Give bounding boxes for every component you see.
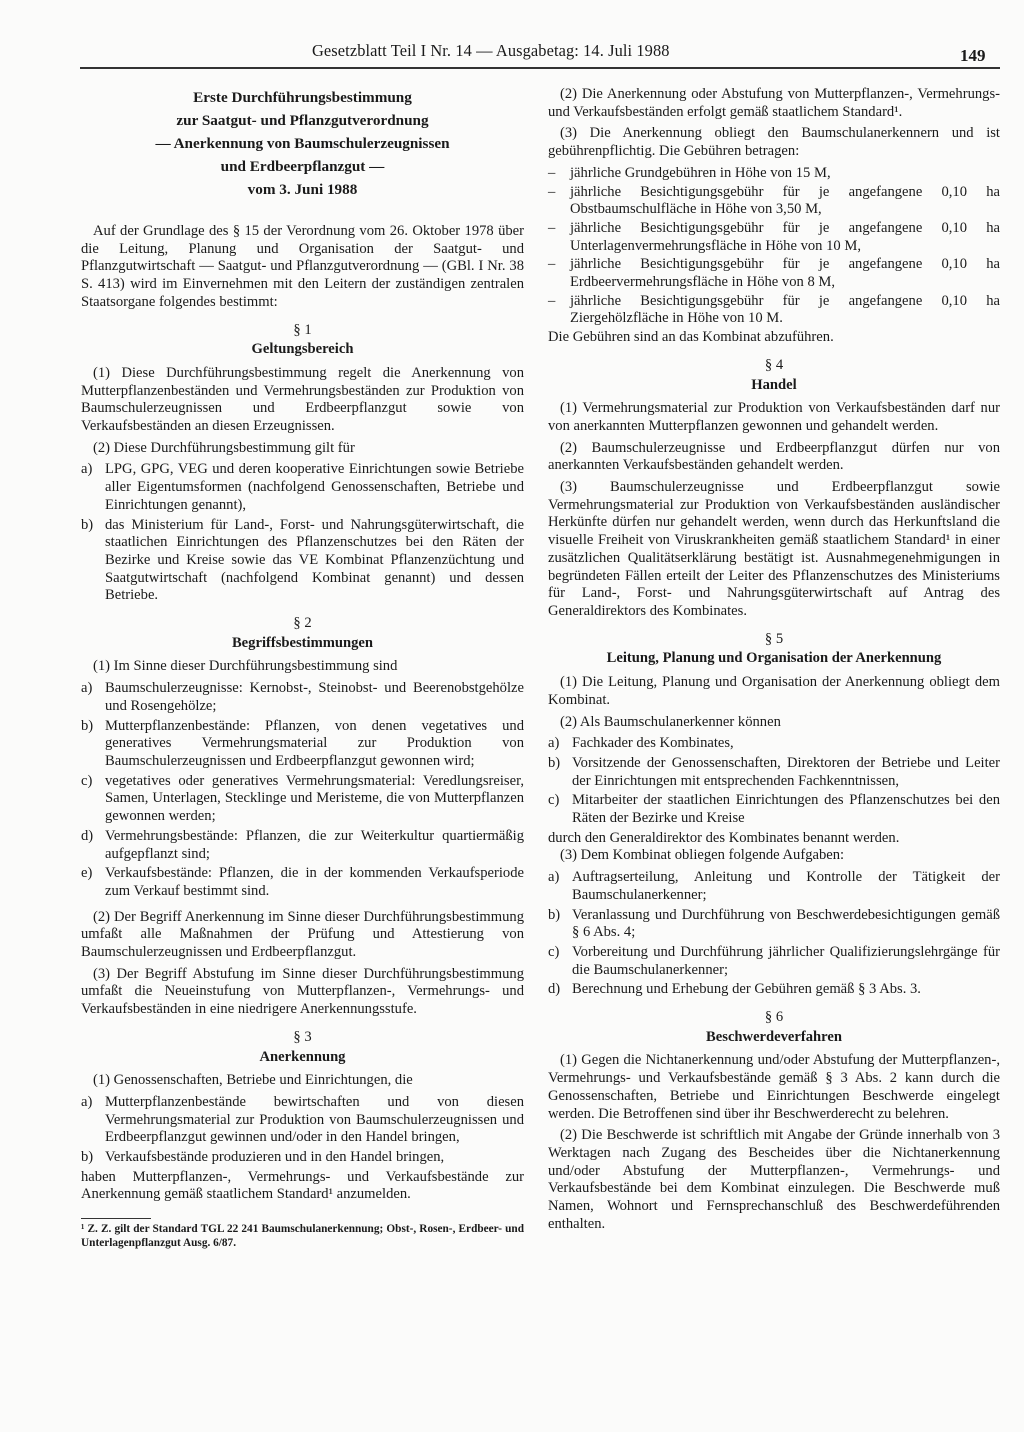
dash-marker: – <box>548 164 556 181</box>
item-text: Veranlassung und Durchführung von Beschwerdebesichtigungen gemäß § 6 Abs. 4; <box>572 906 1000 941</box>
fee-item <box>548 184 1000 219</box>
item-label: a) <box>548 735 560 752</box>
dash-marker: – <box>548 256 556 273</box>
item-label: a) <box>81 461 93 478</box>
item-text: Vermehrungsbestände: Pflanzen, die zur Weiterkultur quartiermäßig aufgepflanzt sind; <box>105 827 524 862</box>
paragraph: (1) Genossenschaften, Betriebe und Einrichtungen, die <box>93 1072 413 1089</box>
footnote: ¹ Z. Z. gilt der Standard TGL 22 241 Baumschulanerkennung; Obst-, Rosen-, Erdbeer- und Unterlagenpflanzgut Ausg. 6/87. <box>81 1223 524 1249</box>
section-number: § 4 <box>764 356 784 373</box>
paragraph: (2) Als Baumschulanerkenner können <box>560 713 781 730</box>
paragraph: (1) Vermehrungsmaterial zur Produktion von Verkaufsbeständen darf nur von anerkannten Mutterpflanzen gewonnen und gehandelt werden. <box>548 400 1000 434</box>
title-line: zur Saatgut- und Pflanzgutverordnung <box>176 112 429 129</box>
title-line: und Erdbeerpflanzgut — <box>220 158 385 175</box>
fee-item <box>548 256 1000 291</box>
item-label: d) <box>548 981 561 998</box>
list-item <box>81 680 524 715</box>
title-date: vom 3. Juni 1988 <box>247 181 358 198</box>
right-column <box>548 86 1000 1237</box>
item-text: LPG, GPG, VEG und deren kooperative Einrichtungen sowie Betriebe aller Eigentumsformen (nachfolgend Genossenschaften, Betriebe und Einrichtungen genannt), <box>105 461 524 513</box>
list-item <box>81 865 524 900</box>
item-text: Verkaufsbestände produzieren und in den Handel bringen, <box>105 1149 445 1166</box>
item-label: c) <box>548 792 560 809</box>
list-item <box>81 1094 524 1147</box>
list-item <box>81 1149 524 1167</box>
item-text: Mutterpflanzenbestände bewirtschaften und von diesen Vermehrungsmaterial zur Produktion von Baumschulerzeugnissen und Erdbeerpflanzgut gewinnen und/oder in den Handel bringen, <box>105 1093 524 1146</box>
section-number: § 5 <box>764 630 784 647</box>
section-number: § 1 <box>293 321 312 338</box>
title-line: — Anerkennung von Baumschulerzeugnissen <box>155 135 450 152</box>
item-label: c) <box>81 772 93 789</box>
list-item <box>548 869 1000 904</box>
list-item <box>548 981 1000 999</box>
section-title: Beschwerdeverfahren <box>706 1028 842 1045</box>
item-label: a) <box>81 680 93 697</box>
fee-item <box>548 220 1000 255</box>
paragraph: (2) Die Anerkennung oder Abstufung von Mutterpflanzen-, Vermehrungs- und Verkaufsbeständen erfolgt gemäß staatlichem Standard¹. <box>548 86 1000 120</box>
fee-text: jährliche Grundgebühren in Höhe von 15 M, <box>570 164 831 181</box>
list-item <box>81 718 524 771</box>
item-label: b) <box>548 754 561 771</box>
list-item <box>548 735 1000 753</box>
section-number: § 6 <box>764 1009 784 1026</box>
list-item <box>548 792 1000 827</box>
fee-item <box>548 165 1000 183</box>
list-item <box>548 907 1000 942</box>
paragraph: (1) Im Sinne dieser Durchführungsbestimmung sind <box>93 658 398 675</box>
item-text: Mitarbeiter der staatlichen Einrichtungen des Pflanzenschutzes bei den Räten der Bezirke und Kreise <box>572 792 1000 827</box>
item-label: b) <box>81 1149 94 1166</box>
item-text: Verkaufsbestände: Pflanzen, die in der kommenden Verkaufsperiode zum Verkauf bestimmt sind. <box>105 865 524 899</box>
item-label: b) <box>81 516 94 533</box>
fee-text: jährliche Besichtigungsgebühr für je angefangene 0,10 ha Erdbeervermehrungsfläche in Höhe von 8 M, <box>570 256 1000 291</box>
item-text: Vorsitzende der Genossenschaften, Direktoren der Betriebe und Leiter der Einrichtungen mit entsprechenden Fachkenntnissen, <box>572 754 1000 789</box>
header-rule <box>80 67 1000 69</box>
dash-marker: – <box>548 292 556 309</box>
paragraph: (2) Diese Durchführungsbestimmung gilt für <box>93 439 355 456</box>
list-item <box>548 944 1000 979</box>
dash-marker: – <box>548 219 556 236</box>
paragraph: (3) Dem Kombinat obliegen folgende Aufgaben: <box>560 847 845 864</box>
left-column <box>81 86 524 1250</box>
item-text: Auftragserteilung, Anleitung und Kontrolle der Tätigkeit der Baumschulanerkenner; <box>572 869 1000 903</box>
list-item <box>81 828 524 863</box>
item-text: Fachkader des Kombinates, <box>572 735 734 752</box>
paragraph: (2) Die Beschwerde ist schriftlich mit Angabe der Gründe innerhalb von 3 Werktagen nach Zugang des Bescheides über die Nichtanerkennung und/oder Abstufung der Mutterpflanzen-, Vermehrungs- und Verkaufsbestände bei dem Kombinat einzulegen. Die Beschwerde muß Namen, Wohnort und Fernsprechanschluß des Beschwerdeführenden enthalten. <box>548 1127 1000 1232</box>
item-label: e) <box>81 865 93 882</box>
paragraph: durch den Generaldirektor des Kombinates benannt werden. <box>548 829 900 846</box>
list-item <box>81 773 524 826</box>
paragraph: (1) Die Leitung, Planung und Organisation der Anerkennung obliegt dem Kombinat. <box>548 674 1000 708</box>
paragraph: (2) Baumschulerzeugnisse und Erdbeerpflanzgut dürfen nur von anerkannten Verkaufsbeständen gehandelt werden. <box>548 439 1000 474</box>
fee-item <box>548 293 1000 328</box>
item-text: das Ministerium für Land-, Forst- und Nahrungsgüterwirtschaft, die staatlichen Einrichtungen des Pflanzenschutzes bei den Räten der Bezirke und Kreise sowie das VE Kombinat Pflanzenzüchtung und Saatgutwirtschaft (nachfolgend Kombinat genannt) und dessen Betriebe. <box>105 516 524 604</box>
item-text: Mutterpflanzenbestände: Pflanzen, von denen vegetatives und generatives Vermehrungsmaterial zur Produktion von Baumschulerzeugnissen und Erdbeerpflanzgut gewonnen wird; <box>105 717 524 769</box>
list-item <box>81 461 524 514</box>
section-title: Leitung, Planung und Organisation der Anerkennung <box>606 650 942 667</box>
section-number: § 2 <box>293 615 312 632</box>
item-label: b) <box>81 717 94 734</box>
item-text: vegetatives oder generatives Vermehrungsmaterial: Veredlungsreiser, Samen, Unterlagen, Stecklinge und Meristeme, die von Mutterpflanzen gewonnen werden; <box>105 772 524 825</box>
paragraph: (1) Diese Durchführungsbestimmung regelt die Anerkennung von Mutterpflanzenbeständen und Vermehrungsbeständen zur Produktion von Baumschulerzeugnissen und Erdbeerpflanzgut sowie von Verkaufsbeständen an diesen Erzeugnissen. <box>81 364 524 435</box>
footnote-rule <box>81 1218 151 1219</box>
item-text: Berechnung und Erhebung der Gebühren gemäß § 3 Abs. 3. <box>572 981 921 998</box>
fee-text: jährliche Besichtigungsgebühr für je angefangene 0,10 ha Ziergehölzfläche in Höhe von 10 M. <box>570 292 1000 327</box>
item-label: d) <box>81 827 94 844</box>
section-title: Geltungsbereich <box>251 341 354 358</box>
title-line: Erste Durchführungsbestimmung <box>193 89 412 106</box>
paragraph: (1) Gegen die Nichtanerkennung und/oder Abstufung der Mutterpflanzen-, Vermehrungs- und Verkaufsbestände gemäß § 3 Abs. 2 kann durch die Genossenschaften, Betriebe und Einrichtungen Beschwerde eingelegt werden. Die Betroffenen sind über ihr Beschwerderecht zu belehren. <box>548 1052 1000 1122</box>
running-header: Gesetzblatt Teil I Nr. 14 — Ausgabetag: 14. Juli 1988 <box>312 41 670 60</box>
preamble: Auf der Grundlage des § 15 der Verordnung vom 26. Oktober 1978 über die Leitung, Planung und Organisation der Saatgut- und Pflanzgutwirtschaft — Saatgut- und Pflanzgutverordnung — (GBl. I Nr. 38 S. 413) wird im Einvernehmen mit den Leitern der zuständigen zentralen Staatsorgane folgendes bestimmt: <box>81 223 524 310</box>
item-text: Vorbereitung und Durchführung jährlicher Qualifizierungslehrgänge für die Baumschulanerkenner; <box>572 943 1000 978</box>
page-number: 149 <box>960 46 986 65</box>
fee-text: jährliche Besichtigungsgebühr für je angefangene 0,10 ha Unterlagenvermehrungsfläche in Höhe von 10 M, <box>570 219 1000 254</box>
section-title: Handel <box>751 376 797 393</box>
document-title <box>81 86 524 201</box>
list-item <box>548 755 1000 790</box>
paragraph: (3) Die Anerkennung obliegt den Baumschulanerkennern und ist gebührenpflichtig. Die Gebühren betragen: <box>548 125 1000 160</box>
paragraph: (2) Der Begriff Anerkennung im Sinne dieser Durchführungsbestimmung umfaßt alle Maßnahmen der Prüfung und Attestierung von Baumschulerzeugnissen und Erdbeerpflanzgut. <box>81 908 524 961</box>
item-label: b) <box>548 906 561 923</box>
fee-text: jährliche Besichtigungsgebühr für je angefangene 0,10 ha Obstbaumschulfläche in Höhe von 3,50 M, <box>570 183 1000 218</box>
paragraph: (3) Der Begriff Abstufung im Sinne dieser Durchführungsbestimmung umfaßt die Neueinstufung von Mutterpflanzen-, Vermehrungs- und Verkaufsbeständen in eine niedrigere Anerkennungsstufe. <box>81 965 524 1018</box>
paragraph: (3) Baumschulerzeugnisse und Erdbeerpflanzgut sowie Vermehrungsmaterial zur Produktion von Verkaufsbeständen ausländischer Herkünfte dürfen nur gehandelt werden, wenn durch das Herkunftsland die visuelle Freiheit von Viruskrankheiten gemäß staatlichem Standard¹ in einer zusätzlichen Qualitätserklärung bestätigt ist. Ausnahmegenehmigungen in begründeten Fällen erteilt der Leiter des Pflanzenschutzes des Ministeriums für Land-, Forst- und Nahrungsgüterwirtschaft auf Antrag des Generaldirektors des Kombinates. <box>548 479 1000 619</box>
item-text: Baumschulerzeugnisse: Kernobst-, Steinobst- und Beerenobstgehölze und Rosengehölze; <box>105 680 524 714</box>
item-label: c) <box>548 943 560 960</box>
list-item <box>81 517 524 606</box>
section-number: § 3 <box>293 1028 312 1045</box>
section-title: Begriffsbestimmungen <box>231 634 374 651</box>
paragraph: haben Mutterpflanzen-, Vermehrungs- und Verkaufsbestände zur Anerkennung gemäß staatlichem Standard¹ anzumelden. <box>81 1168 524 1203</box>
paragraph: Die Gebühren sind an das Kombinat abzuführen. <box>548 329 834 346</box>
item-label: a) <box>548 869 560 886</box>
section-title: Anerkennung <box>259 1048 346 1065</box>
dash-marker: – <box>548 183 556 200</box>
item-label: a) <box>81 1093 93 1110</box>
